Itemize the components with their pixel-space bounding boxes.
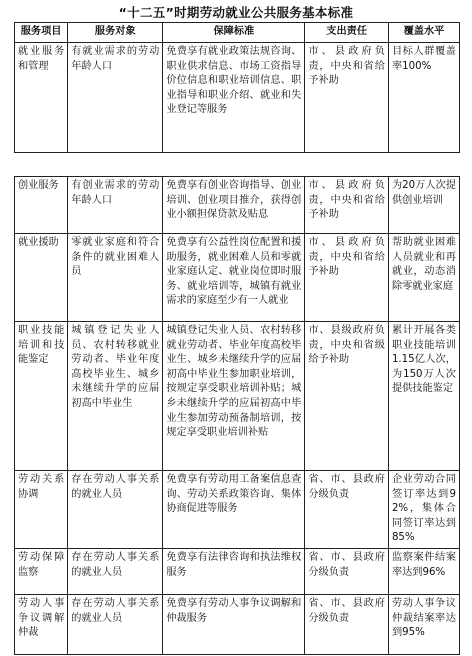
cell-standard: 免费享有劳动人事争议调解和仲裁服务	[163, 594, 305, 654]
header-cell-standard: 保障标准	[163, 23, 305, 43]
cell-responsibility: 市、县级政府负责，中央和省级给予补助	[305, 322, 389, 471]
cell-standard: 免费享有创业咨询指导、创业培训、创业项目推介，获得创业小额担保贷款及贴息	[163, 177, 305, 234]
cell-standard: 免费享有劳动用工备案信息查询、劳动关系政策咨询、集体协商促进等服务	[163, 471, 305, 549]
header-cell-item: 服务项目	[15, 23, 68, 43]
header-cell-responsibility: 支出责任	[305, 23, 389, 43]
cell-responsibility: 市、县政府负责，中央和省给予补助	[305, 234, 389, 322]
standards-table-top	[14, 22, 460, 153]
cell-coverage: 企业劳动合同签订率达到92%，集体合同签订率达到85%	[388, 471, 459, 549]
cell-item: 职业技能培训和技能鉴定	[15, 322, 68, 471]
cell-standard: 免费享有就业政策法规咨询、职业供求信息、市场工资指导价位信息和职业培训信息、职业指导和职业介绍、就业和失业登记等服务	[163, 43, 305, 153]
cell-item: 就业服务和管理	[15, 43, 68, 153]
cell-target: 有就业需求的劳动年龄人口	[68, 43, 163, 153]
cell-responsibility: 市、县政府负责，中央和省给予补助	[305, 43, 389, 153]
cell-responsibility: 省、市、县政府分级负责	[305, 471, 389, 549]
cell-item: 劳动关系协调	[15, 471, 68, 549]
header-cell-target: 服务对象	[68, 23, 163, 43]
cell-target: 存在劳动人事关系的就业人员	[68, 548, 163, 594]
cell-coverage: 劳动人事争议仲裁结案率达到95%	[388, 594, 459, 654]
cell-coverage: 为20万人次提供创业培训	[388, 177, 459, 234]
table-row	[15, 548, 460, 594]
cell-responsibility: 省、市、县政府分级负责	[305, 548, 389, 594]
cell-coverage: 累计开展各类职业技能培训1.15亿人次，为150万人次提供技能鉴定	[388, 322, 459, 471]
cell-responsibility: 省、市、县政府分级负责	[305, 594, 389, 654]
table-row	[15, 234, 460, 322]
header-cell-coverage: 覆盖水平	[388, 23, 459, 43]
cell-coverage: 帮助就业困难人员就业和再就业，动态消除零就业家庭	[388, 234, 459, 322]
table-row	[15, 471, 460, 549]
document-title: “十二五”时期劳动就业公共服务基本标准	[118, 5, 354, 20]
cell-standard: 免费享有公益性岗位配置和援助服务，就业困难人员和零就业家庭认定、就业岗位即时服务、就业培训等，城镇有就业需求的家庭至少有一人就业	[163, 234, 305, 322]
cell-item: 劳动保障监察	[15, 548, 68, 594]
cell-standard: 免费享有法律咨询和执法维权服务	[163, 548, 305, 594]
cell-coverage: 监察案件结案率达到96%	[388, 548, 459, 594]
cell-target: 零就业家庭和符合条件的就业困难人员	[68, 234, 163, 322]
standards-table-bottom	[14, 176, 460, 655]
cell-target: 存在劳动人事关系的就业人员	[68, 594, 163, 654]
cell-target: 有创业需求的劳动年龄人口	[68, 177, 163, 234]
table-row	[15, 43, 460, 153]
table-row	[15, 322, 460, 471]
header-row	[15, 23, 460, 43]
cell-item: 创业服务	[15, 177, 68, 234]
table-row	[15, 594, 460, 654]
cell-target: 存在劳动人事关系的就业人员	[68, 471, 163, 549]
cell-item: 劳动人事争议调解仲裁	[15, 594, 68, 654]
cell-item: 就业援助	[15, 234, 68, 322]
cell-target: 城镇登记失业人员、农村转移就业劳动者、毕业年度高校毕业生、城乡未继续升学的应届初高中毕业生	[68, 322, 163, 471]
cell-standard: 城镇登记失业人员、农村转移就业劳动者、毕业年度高校毕业生、城乡未继续升学的应届初高中毕业生参加职业培训，按规定享受职业培训补贴；城乡未继续升学的应届初高中毕业生参加劳动预备制培训，按规定享受职业培训补贴	[163, 322, 305, 471]
cell-responsibility: 市、县政府负责，中央和省给予补助	[305, 177, 389, 234]
table-row	[15, 177, 460, 234]
cell-coverage: 目标人群覆盖率100%	[388, 43, 459, 153]
